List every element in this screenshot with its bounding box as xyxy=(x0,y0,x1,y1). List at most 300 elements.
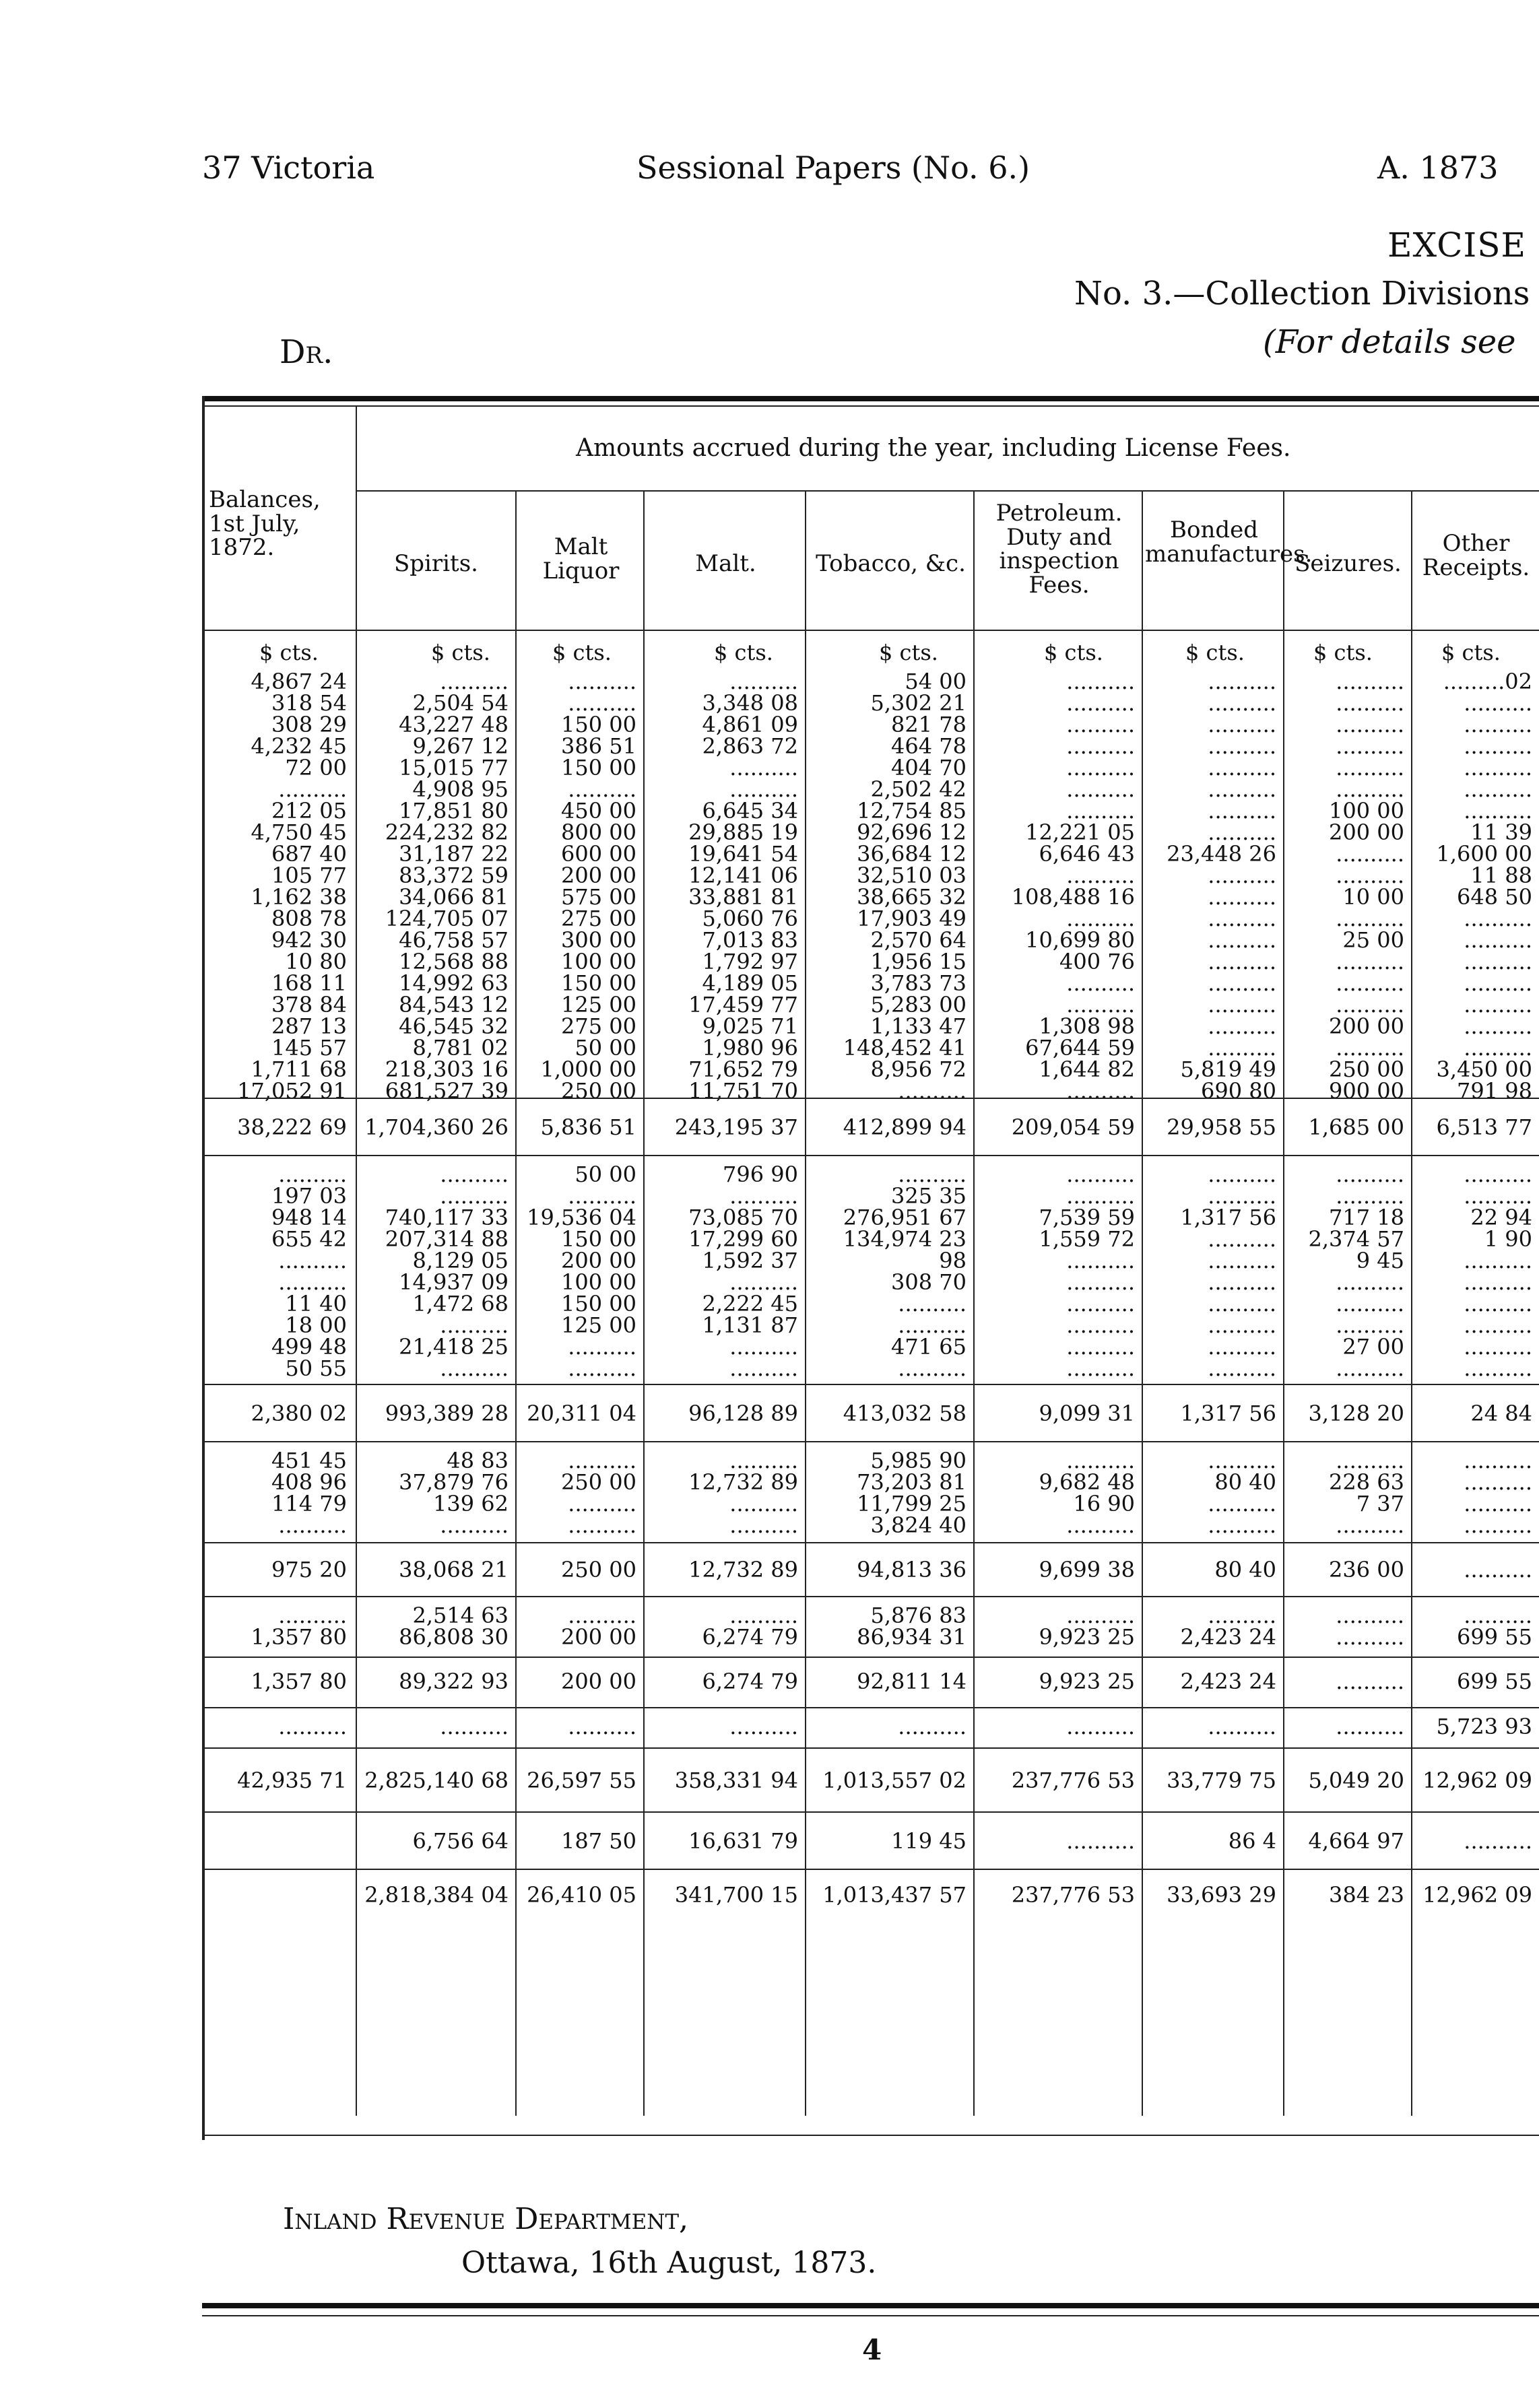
block1-cell: .......... xyxy=(1208,970,1276,996)
block1-cell: .......... xyxy=(729,755,798,780)
block1-cell: 145 57 xyxy=(271,1035,347,1061)
block4-cell: 2,514 63 xyxy=(412,1603,509,1628)
block1-cell: .......... xyxy=(568,690,636,716)
col-head-balances: Balances, 1st July, 1872. xyxy=(209,486,321,562)
block1-cell: .......... xyxy=(1066,690,1135,716)
deduction-cell: 119 45 xyxy=(891,1828,967,1854)
col-head-seizures: Seizures. xyxy=(1295,550,1402,577)
block2-cell: 1 90 xyxy=(1484,1226,1532,1252)
footer-department: Inland Revenue Department, xyxy=(283,2202,689,2236)
block2-cell: .......... xyxy=(278,1269,347,1295)
unit-tobacco: $ cts. xyxy=(879,640,938,665)
block1-cell: .......... xyxy=(1208,798,1276,824)
block1-cell: 1,956 15 xyxy=(870,949,967,974)
block1-cell: 67,644 59 xyxy=(1025,1035,1135,1061)
total3-cell: 94,813 36 xyxy=(857,1557,967,1582)
block1-cell: 821 78 xyxy=(891,712,967,737)
block1-cell: 287 13 xyxy=(271,1013,347,1039)
block1-cell: 1,711 68 xyxy=(251,1057,347,1082)
total2-cell: 20,311 04 xyxy=(527,1401,636,1426)
block1-cell: 43,227 48 xyxy=(399,712,509,737)
block1-cell: 17,052 91 xyxy=(237,1078,347,1104)
block2-cell: .......... xyxy=(1208,1162,1276,1187)
grand-total-cell: 2,825,140 68 xyxy=(364,1768,509,1793)
block1-cell: 84,543 12 xyxy=(399,992,509,1017)
block2-cell: .......... xyxy=(1336,1291,1404,1316)
block1-cell: .......... xyxy=(1066,992,1135,1017)
block1-cell: 108,488 16 xyxy=(1011,884,1135,910)
block1-cell: .......... xyxy=(1336,733,1404,759)
block1-cell: 1,644 82 xyxy=(1039,1057,1135,1082)
block1-cell: 4,750 45 xyxy=(251,820,347,845)
block1-cell: .......... xyxy=(568,669,636,694)
row5-cell: .......... xyxy=(729,1714,798,1739)
block1-cell: .......... xyxy=(1066,906,1135,931)
row5-cell: .......... xyxy=(1066,1714,1135,1739)
block3-cell: .......... xyxy=(568,1448,636,1473)
block1-cell: 34,066 81 xyxy=(399,884,509,910)
block4-cell: .......... xyxy=(1464,1603,1532,1628)
block4-cell: .......... xyxy=(568,1603,636,1628)
block2-cell: 21,418 25 xyxy=(399,1334,509,1360)
section-rule xyxy=(202,1098,1539,1099)
block1-cell: 9,025 71 xyxy=(702,1013,798,1039)
total4-cell: 6,274 79 xyxy=(702,1669,798,1694)
col-divider-3 xyxy=(643,490,645,2116)
block3-cell: .......... xyxy=(729,1512,798,1538)
total2-cell: 1,317 56 xyxy=(1180,1401,1276,1426)
block2-cell: .......... xyxy=(898,1291,967,1316)
block2-cell: 125 00 xyxy=(561,1312,636,1338)
unit-malt: $ cts. xyxy=(714,640,773,665)
table-top-rule xyxy=(202,396,1539,401)
block1-cell: .......... xyxy=(729,669,798,694)
block4-cell: .......... xyxy=(1066,1603,1135,1628)
group-header: Amounts accrued during the year, including License Fees. xyxy=(576,434,1291,462)
block1-cell: .......... xyxy=(1464,992,1532,1017)
deduction-cell: .......... xyxy=(1066,1828,1135,1854)
row5-cell: 5,723 93 xyxy=(1436,1714,1532,1739)
block1-cell: 791 98 xyxy=(1457,1078,1532,1104)
total4-cell: .......... xyxy=(1336,1669,1404,1694)
block2-cell: 796 90 xyxy=(723,1162,798,1187)
block2-cell: .......... xyxy=(440,1312,509,1338)
total3-cell: 250 00 xyxy=(561,1557,636,1582)
block1-cell: 11,751 70 xyxy=(688,1078,798,1104)
row5-cell: .......... xyxy=(440,1714,509,1739)
block1-cell: .......... xyxy=(1336,712,1404,737)
block1-cell: 17,459 77 xyxy=(688,992,798,1017)
col-divider-5 xyxy=(973,490,975,2116)
block2-cell: .......... xyxy=(1208,1269,1276,1295)
col-head-tobacco: Tobacco, &c. xyxy=(816,550,966,577)
block1-cell: .......... xyxy=(1208,1013,1276,1039)
unit-bonded: $ cts. xyxy=(1185,640,1245,665)
block1-cell: 1,308 98 xyxy=(1039,1013,1135,1039)
block1-cell: 5,819 49 xyxy=(1180,1057,1276,1082)
block1-cell: .......... xyxy=(1066,798,1135,824)
block1-cell: .........02 xyxy=(1443,669,1532,694)
block3-cell: .......... xyxy=(729,1448,798,1473)
block1-cell: 7,013 83 xyxy=(702,927,798,953)
block2-cell: .......... xyxy=(1066,1162,1135,1187)
block4-cell: 9,923 25 xyxy=(1039,1624,1135,1650)
block1-cell: 5,060 76 xyxy=(702,906,798,931)
net-total-cell: 2,818,384 04 xyxy=(364,1882,509,1908)
deduction-cell: .......... xyxy=(1464,1828,1532,1854)
block2-cell: 134,974 23 xyxy=(843,1226,967,1252)
block1-cell: 200 00 xyxy=(561,863,636,888)
block3-cell: 5,985 90 xyxy=(870,1448,967,1473)
net-total-cell: 33,693 29 xyxy=(1167,1882,1276,1908)
block3-cell: .......... xyxy=(729,1491,798,1516)
block1-cell: .......... xyxy=(568,776,636,802)
block2-cell: 740,117 33 xyxy=(385,1205,509,1230)
block1-cell: .......... xyxy=(1464,906,1532,931)
total3-cell: 38,068 21 xyxy=(399,1557,509,1582)
block1-cell: 4,189 05 xyxy=(702,970,798,996)
total4-cell: 89,322 93 xyxy=(399,1669,509,1694)
net-total-cell: 384 23 xyxy=(1329,1882,1404,1908)
block1-cell: .......... xyxy=(1066,776,1135,802)
block1-cell: .......... xyxy=(1336,776,1404,802)
block3-cell: .......... xyxy=(1464,1448,1532,1473)
block3-cell: 3,824 40 xyxy=(870,1512,967,1538)
block1-cell: 1,162 38 xyxy=(251,884,347,910)
section-rule xyxy=(202,1747,1539,1749)
total3-cell: 9,699 38 xyxy=(1039,1557,1135,1582)
block1-cell: 5,283 00 xyxy=(870,992,967,1017)
block2-cell: 14,937 09 xyxy=(399,1269,509,1295)
block2-cell: .......... xyxy=(1208,1183,1276,1209)
block2-cell: .......... xyxy=(278,1162,347,1187)
block1-cell: 71,652 79 xyxy=(688,1057,798,1082)
section-rule xyxy=(202,1542,1539,1543)
block2-cell: .......... xyxy=(1066,1334,1135,1360)
block1-cell: 36,684 12 xyxy=(857,841,967,867)
block2-cell: .......... xyxy=(1336,1162,1404,1187)
block2-cell: 18 00 xyxy=(285,1312,347,1338)
block1-cell: 14,992 63 xyxy=(399,970,509,996)
block1-cell: .......... xyxy=(1336,669,1404,694)
block1-cell: .......... xyxy=(1336,906,1404,931)
grand-total-cell: 237,776 53 xyxy=(1011,1768,1135,1793)
block2-cell: 1,131 87 xyxy=(702,1312,798,1338)
block1-cell: 575 00 xyxy=(561,884,636,910)
block2-cell: .......... xyxy=(898,1356,967,1381)
block1-cell: 19,641 54 xyxy=(688,841,798,867)
block1-cell: 5,302 21 xyxy=(870,690,967,716)
block1-cell: 4,908 95 xyxy=(412,776,509,802)
block3-cell: 228 63 xyxy=(1329,1469,1404,1495)
block1-cell: 54 00 xyxy=(905,669,967,694)
block2-cell: 207,314 88 xyxy=(385,1226,509,1252)
block2-cell: 73,085 70 xyxy=(688,1205,798,1230)
block1-cell: 690 80 xyxy=(1201,1078,1276,1104)
net-total-cell: 26,410 05 xyxy=(527,1882,636,1908)
net-total-cell: 237,776 53 xyxy=(1011,1882,1135,1908)
block1-cell: 12,141 06 xyxy=(688,863,798,888)
block1-cell: 4,861 09 xyxy=(702,712,798,737)
block1-cell: 9,267 12 xyxy=(412,733,509,759)
block2-cell: 471 65 xyxy=(891,1334,967,1360)
block4-cell: .......... xyxy=(729,1603,798,1628)
block1-cell: 3,783 73 xyxy=(870,970,967,996)
block1-cell: .......... xyxy=(1336,1035,1404,1061)
grand-total-cell: 12,962 09 xyxy=(1422,1768,1532,1793)
block3-cell: .......... xyxy=(278,1512,347,1538)
block1-cell: .......... xyxy=(1336,690,1404,716)
table-top-thin-rule xyxy=(202,405,1539,407)
grand-total-cell: 33,779 75 xyxy=(1167,1768,1276,1793)
block3-cell: .......... xyxy=(1208,1512,1276,1538)
block1-cell: 681,527 39 xyxy=(385,1078,509,1104)
block2-cell: .......... xyxy=(1208,1356,1276,1381)
block1-cell: 1,133 47 xyxy=(870,1013,967,1039)
block1-cell: .......... xyxy=(1066,970,1135,996)
block2-cell: 948 14 xyxy=(271,1205,347,1230)
block3-cell: .......... xyxy=(1336,1448,1404,1473)
net-total-cell: 341,700 15 xyxy=(674,1882,798,1908)
block1-cell: 46,758 57 xyxy=(399,927,509,953)
block2-cell: .......... xyxy=(440,1356,509,1381)
block3-cell: .......... xyxy=(568,1512,636,1538)
block1-cell: 11 88 xyxy=(1470,863,1532,888)
block3-cell: .......... xyxy=(1208,1448,1276,1473)
block2-cell: 8,129 05 xyxy=(412,1248,509,1273)
col-divider-6 xyxy=(1142,490,1143,2116)
block1-cell: 125 00 xyxy=(561,992,636,1017)
block1-cell: 12,754 85 xyxy=(857,798,967,824)
block2-cell: 200 00 xyxy=(561,1248,636,1273)
block1-cell: .......... xyxy=(1208,733,1276,759)
block1-cell: 150 00 xyxy=(561,755,636,780)
block1-cell: .......... xyxy=(1336,841,1404,867)
row5-cell: .......... xyxy=(568,1714,636,1739)
block3-cell: 451 45 xyxy=(271,1448,347,1473)
details-note: (For details see xyxy=(1263,323,1516,361)
block1-cell: 4,232 45 xyxy=(251,733,347,759)
block1-cell: 308 29 xyxy=(271,712,347,737)
block1-cell: 29,885 19 xyxy=(688,820,798,845)
total3-cell: 975 20 xyxy=(271,1557,347,1582)
block1-cell: .......... xyxy=(1066,733,1135,759)
total1-cell: 1,704,360 26 xyxy=(364,1114,509,1140)
block1-cell: .......... xyxy=(1464,776,1532,802)
block4-cell: 5,876 83 xyxy=(870,1603,967,1628)
header-bottom-rule xyxy=(202,630,1539,631)
block1-cell: 46,545 32 xyxy=(399,1013,509,1039)
section-rule xyxy=(202,1869,1539,1870)
footer-place-date: Ottawa, 16th August, 1873. xyxy=(461,2246,877,2280)
block1-cell: 687 40 xyxy=(271,841,347,867)
total2-cell: 96,128 89 xyxy=(688,1401,798,1426)
block3-cell: 37,879 76 xyxy=(399,1469,509,1495)
block3-cell: .......... xyxy=(1464,1469,1532,1495)
col-divider-2 xyxy=(515,490,517,2116)
total4-cell: 2,423 24 xyxy=(1180,1669,1276,1694)
block1-cell: 2,504 54 xyxy=(412,690,509,716)
block2-cell: .......... xyxy=(1066,1356,1135,1381)
block1-cell: .......... xyxy=(1336,755,1404,780)
block1-cell: .......... xyxy=(1464,970,1532,996)
section-rule xyxy=(202,1441,1539,1442)
block1-cell: 10 00 xyxy=(1342,884,1404,910)
block1-cell: .......... xyxy=(278,776,347,802)
block2-cell: 50 00 xyxy=(575,1162,636,1187)
block2-cell: 150 00 xyxy=(561,1226,636,1252)
block1-cell: 92,696 12 xyxy=(857,820,967,845)
total1-cell: 1,685 00 xyxy=(1308,1114,1404,1140)
block1-cell: .......... xyxy=(1066,755,1135,780)
total4-cell: 92,811 14 xyxy=(857,1669,967,1694)
block1-cell: 11 39 xyxy=(1470,820,1532,845)
block1-cell: 300 00 xyxy=(561,927,636,953)
block1-cell: 2,570 64 xyxy=(870,927,967,953)
block3-cell: 48 83 xyxy=(447,1448,509,1473)
block3-cell: 250 00 xyxy=(561,1469,636,1495)
block1-cell: .......... xyxy=(1066,669,1135,694)
block3-cell: 9,682 48 xyxy=(1039,1469,1135,1495)
block4-cell: .......... xyxy=(278,1603,347,1628)
block2-cell: .......... xyxy=(1066,1248,1135,1273)
block2-cell: 325 35 xyxy=(891,1183,967,1209)
total3-cell: .......... xyxy=(1464,1557,1532,1582)
total4-cell: 1,357 80 xyxy=(251,1669,347,1694)
unit-other: $ cts. xyxy=(1441,640,1501,665)
block1-cell: 148,452 41 xyxy=(843,1035,967,1061)
block2-cell: .......... xyxy=(1464,1312,1532,1338)
block1-cell: 648 50 xyxy=(1457,884,1532,910)
block1-cell: .......... xyxy=(1464,798,1532,824)
block1-cell: .......... xyxy=(1208,992,1276,1017)
block1-cell: 900 00 xyxy=(1329,1078,1404,1104)
block2-cell: 1,472 68 xyxy=(412,1291,509,1316)
total1-cell: 412,899 94 xyxy=(843,1114,967,1140)
block1-cell: 25 00 xyxy=(1342,927,1404,953)
bottom-thin-rule xyxy=(202,2315,1539,2316)
block1-cell: .......... xyxy=(1066,1078,1135,1104)
block2-cell: .......... xyxy=(1208,1312,1276,1338)
block2-cell: 197 03 xyxy=(271,1183,347,1209)
block1-cell: 100 00 xyxy=(1329,798,1404,824)
block1-cell: 212 05 xyxy=(271,798,347,824)
block2-cell: .......... xyxy=(1464,1269,1532,1295)
block2-cell: .......... xyxy=(1208,1226,1276,1252)
block2-cell: 655 42 xyxy=(271,1226,347,1252)
block1-cell: 224,232 82 xyxy=(385,820,509,845)
section-rule xyxy=(202,1707,1539,1708)
block2-cell: .......... xyxy=(1066,1183,1135,1209)
block3-cell: 11,799 25 xyxy=(857,1491,967,1516)
total1-cell: 209,054 59 xyxy=(1011,1114,1135,1140)
total2-cell: 993,389 28 xyxy=(385,1401,509,1426)
block2-cell: .......... xyxy=(568,1356,636,1381)
block1-cell: 386 51 xyxy=(561,733,636,759)
block2-cell: .......... xyxy=(440,1162,509,1187)
block1-cell: 23,448 26 xyxy=(1167,841,1276,867)
block1-cell: .......... xyxy=(1208,1035,1276,1061)
grand-total-cell: 5,049 20 xyxy=(1308,1768,1404,1793)
page-subtitle: No. 3.—Collection Divisions xyxy=(1074,275,1530,312)
block1-cell: 400 76 xyxy=(1059,949,1135,974)
block2-cell: 2,374 57 xyxy=(1308,1226,1404,1252)
block1-cell: 6,645 34 xyxy=(702,798,798,824)
block3-cell: 114 79 xyxy=(271,1491,347,1516)
block1-cell: 2,502 42 xyxy=(870,776,967,802)
block1-cell: .......... xyxy=(1208,906,1276,931)
block1-cell: 8,956 72 xyxy=(870,1057,967,1082)
block2-cell: .......... xyxy=(898,1162,967,1187)
page-number: 4 xyxy=(862,2333,882,2366)
total2-cell: 3,128 20 xyxy=(1308,1401,1404,1426)
block1-cell: 275 00 xyxy=(561,906,636,931)
block4-cell: 6,274 79 xyxy=(702,1624,798,1650)
col-head-other: Other Receipts. xyxy=(1422,530,1530,581)
section-rule xyxy=(202,1596,1539,1597)
block3-cell: 7 37 xyxy=(1356,1491,1404,1516)
block1-cell: 250 00 xyxy=(561,1078,636,1104)
total1-cell: 38,222 69 xyxy=(237,1114,347,1140)
total1-cell: 5,836 51 xyxy=(540,1114,636,1140)
block1-cell: .......... xyxy=(1208,820,1276,845)
block1-cell: .......... xyxy=(1336,992,1404,1017)
block1-cell: 600 00 xyxy=(561,841,636,867)
block1-cell: 378 84 xyxy=(271,992,347,1017)
block1-cell: 168 11 xyxy=(271,970,347,996)
block2-cell: .......... xyxy=(1208,1248,1276,1273)
block4-cell: .......... xyxy=(1208,1603,1276,1628)
grand-total-cell: 42,935 71 xyxy=(237,1768,347,1793)
section-rule xyxy=(202,1657,1539,1658)
block1-cell: 72 00 xyxy=(285,755,347,780)
block1-cell: 4,867 24 xyxy=(251,669,347,694)
section-rule xyxy=(202,1155,1539,1156)
block1-cell: .......... xyxy=(1336,949,1404,974)
block3-cell: .......... xyxy=(1066,1512,1135,1538)
block1-cell: 17,851 80 xyxy=(399,798,509,824)
block1-cell: .......... xyxy=(440,669,509,694)
block1-cell: 8,781 02 xyxy=(412,1035,509,1061)
block2-cell: .......... xyxy=(1464,1334,1532,1360)
unit-balances: $ cts. xyxy=(259,640,319,665)
row5-cell: .......... xyxy=(278,1714,347,1739)
block1-cell: 124,705 07 xyxy=(385,906,509,931)
group-header-rule xyxy=(357,490,1539,492)
block1-cell: 83,372 59 xyxy=(399,863,509,888)
block4-cell: 2,423 24 xyxy=(1180,1624,1276,1650)
block2-cell: .......... xyxy=(1464,1162,1532,1187)
block2-cell: 50 55 xyxy=(285,1356,347,1381)
block1-cell: .......... xyxy=(1464,949,1532,974)
grand-total-cell: 1,013,557 02 xyxy=(822,1768,967,1793)
block3-cell: .......... xyxy=(1336,1512,1404,1538)
block2-cell: 1,559 72 xyxy=(1039,1226,1135,1252)
block2-cell: 98 xyxy=(939,1248,967,1273)
col-head-malt-liquor: Malt Liquor xyxy=(542,533,620,584)
block2-cell: 22 94 xyxy=(1470,1205,1532,1230)
block1-cell: .......... xyxy=(1066,712,1135,737)
block1-cell: 200 00 xyxy=(1329,1013,1404,1039)
block4-cell: 699 55 xyxy=(1457,1624,1532,1650)
block1-cell: .......... xyxy=(1464,755,1532,780)
total2-cell: 24 84 xyxy=(1470,1401,1532,1426)
block2-cell: 1,592 37 xyxy=(702,1248,798,1273)
block1-cell: .......... xyxy=(1066,863,1135,888)
col-head-malt: Malt. xyxy=(695,550,756,577)
block1-cell: 218,303 16 xyxy=(385,1057,509,1082)
block2-cell: .......... xyxy=(1336,1312,1404,1338)
